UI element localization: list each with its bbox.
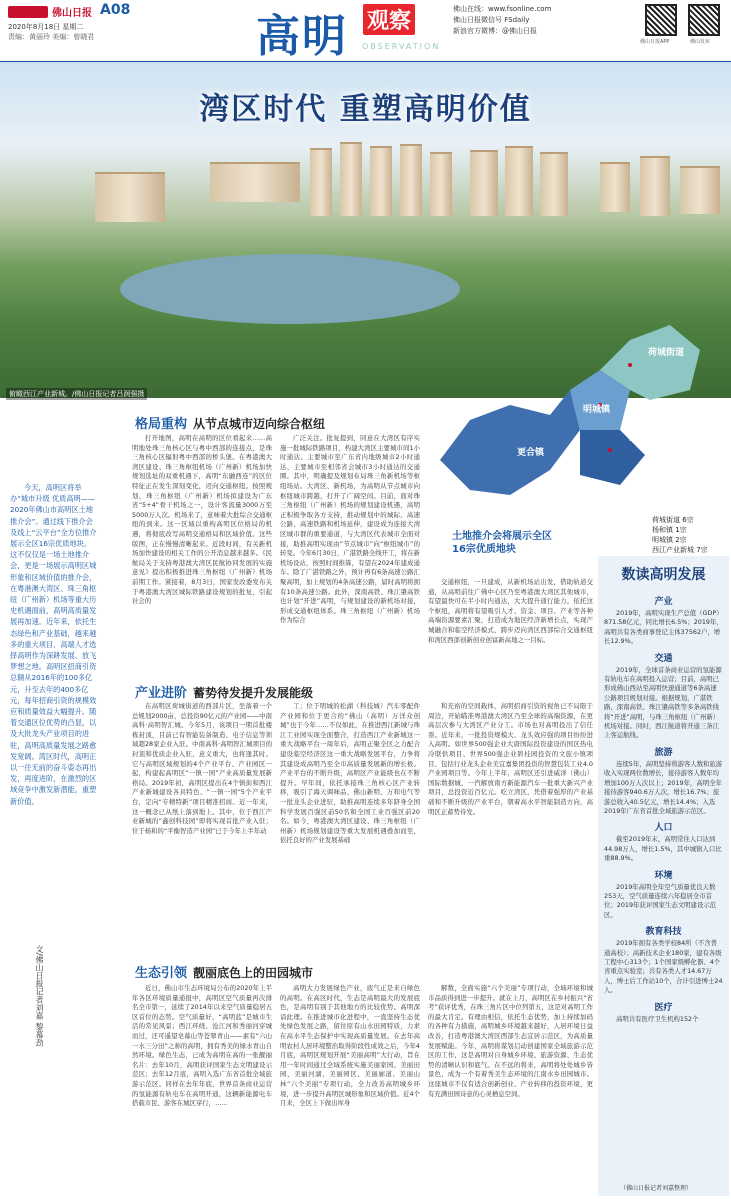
data-category: 旅游 — [654, 747, 673, 758]
qr-code-icon[interactable] — [688, 4, 720, 36]
data-category: 产业 — [654, 597, 673, 607]
qr-code-icon[interactable] — [645, 4, 677, 36]
data-category: 环境 — [654, 870, 673, 881]
legend-item: 荷城街道 6宗 — [652, 516, 694, 524]
byline: 文/佛山日报记者刘嘉 黎慕劲 — [35, 945, 44, 1047]
wechat-info: 佛山日报微信号 FSdaily — [453, 16, 530, 24]
map-label-yanghe: 杨和镇 — [628, 433, 656, 443]
legend-item: 杨和镇 1宗 — [652, 526, 687, 534]
section-3-heading — [135, 962, 313, 981]
data-panel-title: 数读高明发展 — [621, 567, 706, 583]
legend-item: 西江产业新城 7宗 — [652, 546, 708, 554]
photo-caption: 俯瞰西江产业新城。/佛山日报记者吕润强摄 — [6, 388, 147, 400]
article-column: 在高明区荷城街道的西部片区，坐落着一个总规划2000亩，总投资90亿元的产业园——中南高科·高明智汇城。今年5月，该项目一期首批楼栋封顶，目前已有智能装备制造、电子信息等领域超28家企业入驻。中南高科·高明智汇城项目的封顶和优质企业入驻，意义重大，也将逢其时。它与高明区域规划的4个产业平台、产业园区一起，构建起高明区“一镇一园”产业高质量发展新格局。2019年初，高明区提出在4个镇街和西江产业新城建设各具特色、“一镇一园”5个产业平台，定向“专精特新”项目精准招商。近一年来，这一概念已从纸上落到地上。其中，位于西江产业新城的“鑫创科技园”即将实现首批产业入驻；位于杨和的“平衡智造产业园”已于今年上半年动 — [132, 702, 272, 835]
article-column: 和充裕的空间载体，高明招商引资的视角已不局限于周边，开始瞄准粤港澳大湾区乃至全球的高端资源，在更高层次参与大湾区产业分工。市场也对高明投出了信任票。近年来，一批投资规模大、龙头效应强的项目纷纷进入高明。如世界500强企业大唐国际投资建设的国区热电冷联供项目、世界500强企业碧桂园投资的文旅小镇项目、包括行业龙头企业美宜嘉集团投资的智慧包装工业4.0产业园项目等。今年上半年，高明区还引进威泽（佛山）国际数据城、一汽解放南方新能源汽车一批重大新兴产业项目，总投资近百亿元。吃立湾区，凭借着强厚的产业基础和不断升级的产业平台，朝着高水平智能制造方向，高明区正蓄势待发。 — [428, 702, 593, 816]
section-badge: 观察 — [363, 4, 415, 35]
data-category: 教育科技 — [645, 927, 682, 938]
district-map — [430, 310, 710, 510]
data-text: 截至2019年末，高明常住人口达到44.98万人，增长1.5%，其中城镇人口比重88.9%。 — [604, 835, 722, 863]
data-text: 2019年拥有各类学校84所（不含普通高校）；高新技术企业180家，建有各级工程中心313个；1个国家级孵化器、4个省重点实验室；共有各类人才14.67万人，博士后工作站10个，合计引进博士24人。 — [604, 939, 723, 995]
section-title: 生态引领 — [135, 966, 188, 981]
article-column: 近日，佛山市生态环境局公布的2020年上半年各区环境质量通报中，高明区空气质量再次排名全市第一，延续了2014年以来空气质量稳居五区首位的态势。空气质量好，“高明蓝”是城市生活的常见风景；西江环绕、沧江河和秀丽河穿城而过，还可遥望皂幕山等苍翠青山——素有“六山一水三分田”之称的高明，拥有秀美的绿水青山自然环境。绿色生态，已成为高明在高的一张靓丽名片：去年10月，高明获评国家生态文明建设示范区；去年12月底，高明入选广东省首批全域旅游示范区。同样在去年年底，世界首条商业运营的氢能源有轨电车在高明开通，这辆新能源电车搭载市民、游客在城区穿行，…… — [132, 984, 272, 1108]
intro-text: 今天，高明区将举办“城市升级 优质高明——2020年佛山市高明区土地推介会”。通过线下推介会及线上“云平台”全方位推介展示全区16宗优质地块。这不仅仅是一场土地推介会，更是一场展示高明区城形象和区域价值的推介会，在粤港澳大湾区、珠三角枢纽（广州新）机场等重大历史机遇面前，高明高质量发展再加速。近年来，依托生态绿色和产业基础，越来越多的重大项目、高端人才选择高明作为深耕发展、放飞梦想之地。高明区招商引资总额从2016年的100多亿元，升至去年的400多亿元，每年招商引资的规模效应和质量效益大幅提升。随着交通区位优势的凸显，以及大批龙头产业项目的进驻，高明高质量发展之路愈发宽阔。湾区时代，高明正以一往无前的奋斗姿态再出发，再度进阶，在激烈的区域竞争中激发新潜能，重塑新价值。 — [10, 483, 97, 806]
map-legend — [652, 515, 708, 555]
section-1-heading — [135, 413, 325, 432]
section-subtitle: 蓄势待发提升发展能级 — [193, 686, 314, 700]
data-text: 2019年，高明实现生产总值（GDP）871.58亿元，同比增长6.5%；2019年，高明共有各类商事登记主体37562户，增长12.9%。 — [604, 609, 723, 646]
section-badge-en: OBSERVATION — [362, 42, 441, 51]
data-text: 2019年高明全年空气质量优良天数253天，空气质量连续六年稳居全市首位；2019年获评国家生态文明建设示范区。 — [604, 882, 717, 919]
data-category: 交通 — [654, 653, 673, 664]
section-title: 产业进阶 — [135, 686, 188, 701]
paper-name: 佛山日报 — [52, 8, 92, 19]
data-category: 医疗 — [654, 1002, 673, 1013]
data-text: 连续5年，高明坚持将游客人数和旅游收入实现两位数增长，接待游客人数年均增加100万人次以上；2019年，高明全年接待游客940.6万人次，增长16.7%；旅游总收入40.5亿元，增长14.4%；入选2019年广东省首批全域旅游示范区。 — [604, 759, 723, 815]
section-2-heading — [135, 682, 313, 701]
section-title: 格局重构 — [135, 417, 188, 432]
compiler-note: （佛山日报记者刘嘉整理） — [620, 1185, 693, 1192]
map-title: 土地推介会将展示全区16宗优质地块 — [452, 531, 552, 555]
article-column: 工；位于明城的松湖（科技城）汽车零配件产业园和位于更合的“佛山（高明）万洋众创城”也于今年……不仅如此，在推进西江新城与珠江工业园实现全面整合，打造西江产业新城这一重大战略平台一周年后，高明正聚全区之力配合建设临空经济区这一重大战略发展平台，力争将其建设成高明乃至全市高质量发展新的增长极。产业平台的不断升级，高明区产业能级也在不断提升。早年间，依托承接珠三角核心区产业转移，吸引了海天调味品、佛山新明、万和电气等一批龙头企业进驻，助推高明连续多年跻身全国科学发展百强区前50名和全国工业百强区前20名。如今，粤港澳大湾区建设、珠三角枢纽（广州新）机场规划建设等重大发展机遇叠加而至，依托良好的产业发展基础 — [280, 702, 420, 845]
data-category: 人口 — [654, 823, 673, 834]
weibo-info: 新浪官方微博：@佛山日报 — [453, 27, 537, 35]
page-number: A08 — [100, 2, 131, 18]
map-label-hecheng: 荷城街道 — [648, 348, 685, 358]
article-column: 广泛关注。批复提到，同意在大湾区有序实施一批城际铁路项目，构建大湾区主要城市间1小时通达、主要城市至广东省内地级城市2小时通达、主要城市至相邻省会城市3小时通达的交通圈。其中，明确提及规划布局珠三角新机场等枢纽场站。大湾区、新机场，为高明从节点城市向枢纽城市跨越，打开了广阔空间。目前，面对珠三角枢纽（广州新）机场的规划建设机遇，高明正积极争取各方支持，推动规划中的城际、高速公路、高速铁路和机场延伸，建设成为连接大湾区城市群的重要通道，与大湾区代表城市全面对接，助推高明实现由“节点城市”向“枢纽城市”的转变。今年6月30日，广湛铁路全线开工，将在新机场设站，按照时间推算，有望在2024年建成通车。除了广湛铁路之外，预计再有6条高速公路汇聚高明，加上规划的4条高速公路，届时高明将拥有10条高速公路。此外，深南高铁、珠江肇高铁也计划“开进”高明，与规划建设的新机场对接，形成交通枢纽体系。珠三角枢纽（广州新）机场作为综合 — [280, 434, 420, 625]
qr-label-2: 佛山发布 — [690, 39, 711, 45]
paper-logo — [8, 6, 48, 18]
site-info: 佛山在线：www.fsonline.com — [453, 5, 552, 13]
lake — [120, 254, 460, 324]
data-text: 2019年，全球首条商业运营的氢能源有轨电车在高明投入运营；目前，高明已形成佛山西站至高明快速通道等6条高速公路项目规划对接。根据规划，广湛铁路、深南高铁、珠江肇高铁等多条高铁线将“开进”高明，与珠三角枢纽（广州新）机场对接。同时，西江航道将开通三条江上客运航线。 — [604, 665, 722, 740]
legend-item: 明城镇 2宗 — [652, 536, 687, 544]
section-brand: 高明 — [256, 11, 348, 62]
section-subtitle: 靓丽底色上的田园城市 — [193, 966, 314, 980]
section-subtitle: 从节点城市迈向综合枢纽 — [193, 417, 326, 431]
map-label-mingcheng: 明城镇 — [583, 405, 611, 415]
article-column: 解数，全面实施“六个美丽”专项行动，全域环境和城市品质得到进一步提升。就在上月，高明区在乡村振兴“省考”获评优秀，在珠三角片区中位列第五，这是对高明工作的最大肯定。有理由相信，依托生态优势，加上持续加码的各种有力措施，高明城乡环境越来越好，人居环境日益改善，打造粤港澳大湾区西部生态宜居示范区，为高质量发展赋能。今年，高明将谋划启动创建国家全域旅游示范区的工作，这是高明对自身城乡环境、旅游资源、生态优势的清晰认识和底气。在不远的将来，高明将处处城乡皆景色，成为一个有着秀美生态环境的江南水乡田园城市。这座城市不仅有适合创新创业、产业转移的投资环境，更有充满田园诗意的心灵栖息空间。 — [428, 984, 593, 1098]
article-column: 打开地图，高明在高明的区位看起来……高明地处珠三角核心区与粤中西部的连接点，是珠三角核心区辐射粤中西部的桥头堡。在粤港澳大湾区建设、珠三角枢纽机场（广州新）机场加快规划选址的双重机遇下，高明“东融西连”的区位特征正在发生深刻变化，迈向交通枢纽。按照规划，珠三角枢纽（广州新）机场拟建设为广东省“5+4”骨干机场之一，设计客流量3000万至5000万人次。机场来了，意味着大批综合交通枢纽的到来。这一区域以重构高明区位格局的机遇，将彻底改写高明交通格局和区域价值。这些版图，正在慢慢清晰起来。近段时间，有关新机场加快建设的相关工作的公开消息越来越多。《民航局关于支持粤港澳大湾区民航协同发展的实施意见》提出积极推进珠三角枢纽（广州新）机场前期工作。紧接着，8月3日，国家发改委发布关于粤港澳大湾区城际铁路建设规划的批复，引起社会的 — [132, 434, 272, 606]
article-column: 交通枢纽，一旦建成，从新机场站出发，借助轨道交通，从高明前往广佛中心区乃至粤港澳大湾区其他城市，有望最快可在半小时内通达，大大提升通行能力。依托这个枢纽，高明将有望吸引人才、资金、项目、产业等各种高端资源要素汇聚，打造成为地区经济新增长点，实现产城融合和临空经济模式，跨步迈向湾区西部综合交通枢纽和湾区西部创新创业创富新高地之一目标。 — [428, 578, 593, 644]
map-label-genghe: 更合镇 — [517, 448, 545, 458]
data-text: 高明共有医疗卫生机构152个 — [616, 1014, 699, 1023]
qr-label-1: 佛山日报APP — [640, 39, 670, 45]
editors: 责编：黄丽玲 美编：曾晓君 — [8, 33, 95, 41]
issue-date: 2020年8月18日 星期二 — [8, 23, 84, 31]
data-panel — [598, 556, 729, 1196]
masthead — [0, 0, 731, 62]
headline: 湾区时代 重塑高明价值 — [199, 92, 532, 127]
article-column: 高明大力发展绿色产业，底气正是来自绿色的高明。在高区时代，生态是高明最大的发展底色，是高明有别于其他地方的比较优势。高明深谙此理。在推进城市化进程中，一直坚持生态优先绿色发展之路，留住原有山水田园特质，力求在高水平生态保护中实现高质量发展。在去年高明农村人居环境整治取得阶段性成效之后，今年4月底，高明区规划开展“美丽高明”大行动，旨在用一年时间通过全域系统实施美丽家园、美丽田园、美丽河湖、美丽园区、美丽廊道、美丽山林“六个美丽”专项行动，全力改善高明城乡环境，进一步提升高明区城形象和区域价值。近4个月来，全区上下做出库身 — [280, 984, 420, 1108]
